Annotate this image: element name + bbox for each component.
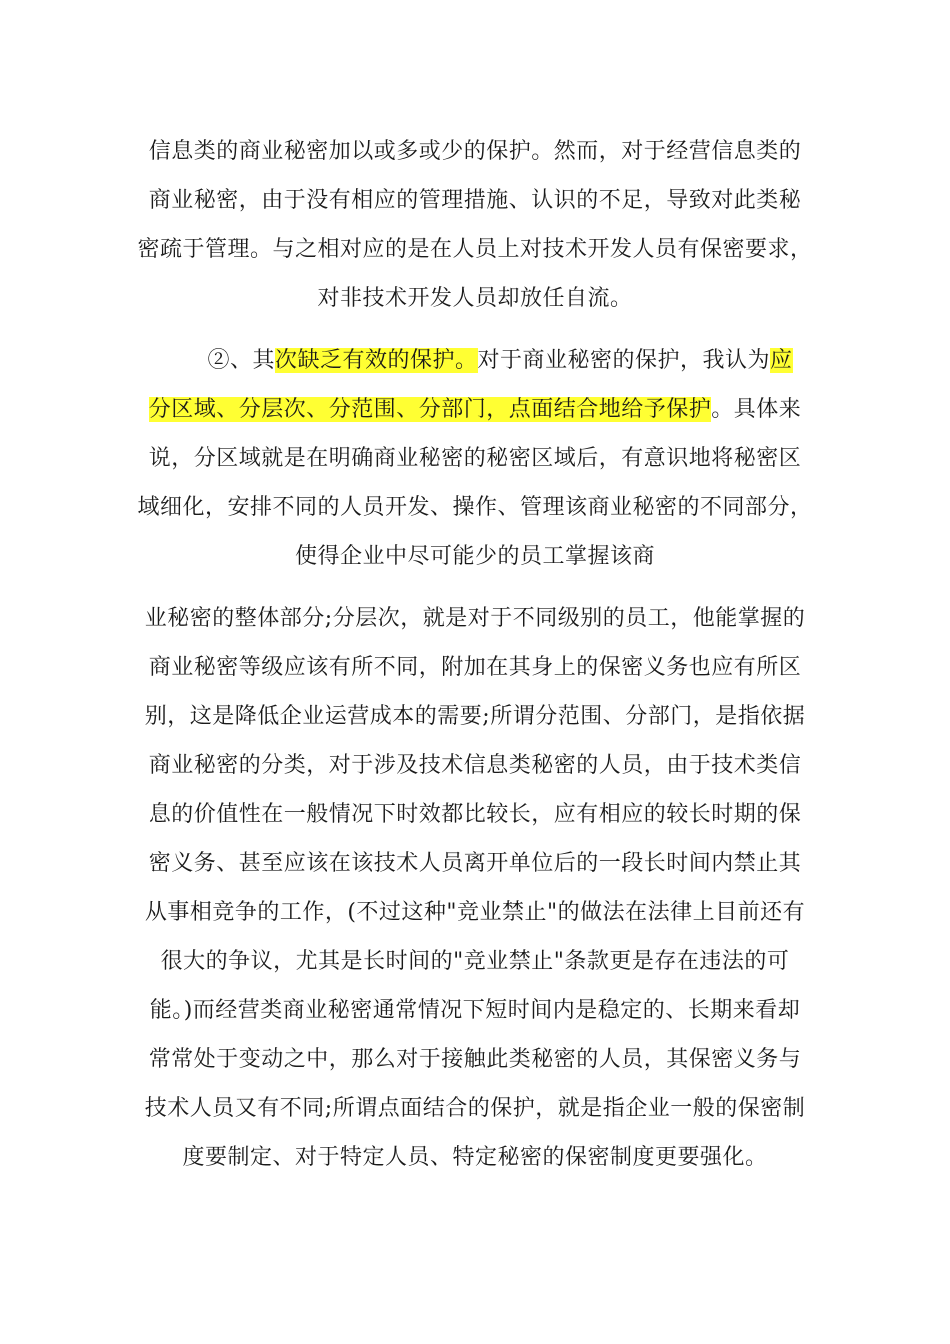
text-line: 商业秘密等级应该有所不同，附加在其身上的保密义务也应有所区 bbox=[148, 655, 802, 680]
text-line: 别，这是降低企业运营成本的需要;所谓分范围、分部门，是指依据 bbox=[144, 704, 806, 729]
text-line: 域细化，安排不同的人员开发、操作、管理该商业秘密的不同部分， bbox=[137, 495, 813, 520]
text-line: 常常处于变动之中，那么对于接触此类秘密的人员，其保密义务与 bbox=[148, 1047, 802, 1072]
text-line: 从事相竞争的工作，(不过这种"竞业禁止"的做法在法律上目前还有 bbox=[144, 900, 806, 925]
text-span: 对于商业秘密的保护，我认为 bbox=[477, 348, 771, 373]
text-line: 能。)而经营类商业秘密通常情况下短时间内是稳定的、长期来看却 bbox=[149, 998, 801, 1023]
text-line: 商业秘密的分类，对于涉及技术信息类秘密的人员，由于技术类信 bbox=[148, 753, 802, 778]
text-line: 技术人员又有不同;所谓点面结合的保护，就是指企业一般的保密制 bbox=[144, 1096, 806, 1121]
text-line: 对非技术开发人员却放任自流。 bbox=[317, 286, 633, 311]
highlighted-text: 分区域、分层次、分范围、分部门，点面结合地给予保护 bbox=[148, 397, 712, 422]
text-line: 密义务、甚至应该在该技术人员离开单位后的一段长时间内禁止其 bbox=[148, 851, 802, 876]
text-line: 说，分区域就是在明确商业秘密的秘密区域后，有意识地将秘密区 bbox=[148, 446, 802, 471]
text-line: 息的价值性在一般情况下时效都比较长，应有相应的较长时期的保 bbox=[148, 802, 802, 827]
highlighted-text: 次缺乏有效的保护。 bbox=[274, 348, 478, 373]
text-span: 。具体来 bbox=[711, 397, 802, 422]
text-line: 信息类的商业秘密加以或多或少的保护。然而，对于经营信息类的 bbox=[148, 139, 802, 164]
text-line: 度要制定、对于特定人员、特定秘密的保密制度更要强化。 bbox=[182, 1145, 768, 1170]
paragraph-2-first-line bbox=[0, 346, 950, 376]
text-line: 很大的争议，尤其是长时间的"竞业禁止"条款更是存在违法的可 bbox=[160, 949, 790, 974]
text-line: 商业秘密，由于没有相应的管理措施、认识的不足，导致对此类秘 bbox=[148, 188, 802, 213]
text-span: ②、其 bbox=[207, 348, 275, 373]
text-line: 业秘密的整体部分;分层次，就是对于不同级别的员工，他能掌握的 bbox=[144, 606, 806, 631]
highlighted-text: 应 bbox=[770, 348, 793, 373]
text-line: 使得企业中尽可能少的员工掌握该商 bbox=[294, 544, 655, 569]
text-line bbox=[0, 395, 950, 425]
text-line: 密疏于管理。与之相对应的是在人员上对技术开发人员有保密要求， bbox=[137, 237, 813, 262]
